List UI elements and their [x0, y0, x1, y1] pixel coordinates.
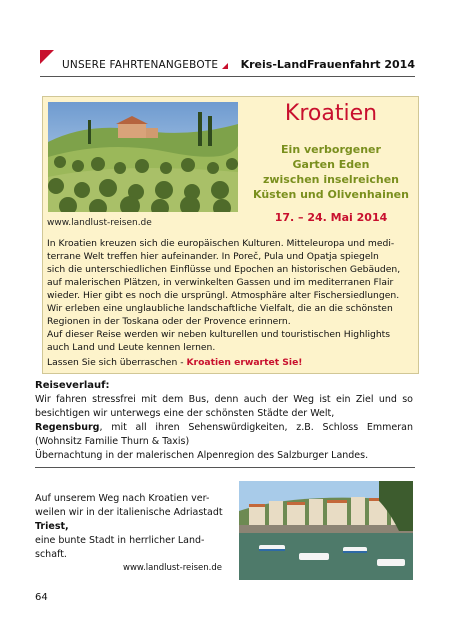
corner-triangle-decoration: [40, 50, 54, 64]
itinerary-p3: Übernachtung in der malerischen Alpenregion des Salzburger Landes.: [35, 450, 369, 461]
closing-highlight: Kroatien erwartet Sie!: [186, 357, 303, 368]
section-header-label: UNSERE FAHRTENANGEBOTE: [62, 59, 219, 71]
section-divider: [35, 467, 415, 468]
feature-closing: [47, 356, 415, 369]
page-header-title: Kreis-LandFrauenfahrt 2014: [240, 58, 415, 71]
feature-description: In Kroatien kreuzen sich die europäischen Kulturen. Mitteleuropa und medi- terrane Welt treffen hier aufeinander. In Poreč, Pula und Opatja spiegeln sich die unterschiedlichen Einflüsse und Epochen an historischen Gebäuden, auf malerischen Plätzen, in verwinkelten Gassen und im mediterranen Flair wieder. Hier gibt es noch die ursprüngl. Atmosphäre alter Fischersiedlungen. Wir erleben eine unglaubliche landschaftliche Vielfalt, die an die schönsten Regionen in der Toskana oder der Provence erinnern. Auf dieser Reise werden wir neben kulturellen und touristischen Highlights auch Land und Leute kennen lernen.: [47, 238, 401, 353]
feature-title: Kroatien: [284, 101, 378, 126]
trieste-text: [35, 492, 235, 562]
trip-date: 17. – 24. Mai 2014: [274, 211, 388, 224]
itinerary-p1: Wir fahren stressfrei mit dem Bus, denn auch der Weg ist ein Ziel und so besichtigen wir unterwegs eine der schönsten Städte der Welt,: [35, 394, 413, 419]
feature-subtitle: Ein verborgener Garten Eden zwischen inselreichen Küsten und Olivenhainen: [253, 143, 409, 201]
itinerary-text: [35, 393, 413, 463]
itinerary-p2: , mit all ihren Sehenswürdigkeiten, z.B. Schloss Emmeran (Wohnsitz Familie Thurn & Taxis): [35, 422, 413, 447]
trieste-p2: eine bunte Stadt in herrlicher Land-schaft.: [35, 535, 205, 560]
photo-credit: www.landlust-reisen.de: [47, 218, 152, 228]
triangle-icon: [222, 63, 228, 69]
header-divider: [40, 76, 415, 77]
itinerary-heading: Reiseverlauf:: [35, 380, 110, 391]
itinerary-city: Regensburg: [35, 422, 100, 433]
page-number: 64: [35, 592, 48, 603]
harbor-photo: [239, 481, 413, 580]
section-header: [62, 59, 228, 71]
closing-text: Lassen Sie sich überraschen -: [47, 357, 187, 368]
trieste-city: Triest,: [35, 521, 69, 532]
feature-box: [42, 96, 419, 374]
photo-credit-bottom: www.landlust-reisen.de: [123, 563, 222, 573]
olive-grove-photo: [48, 102, 238, 212]
trieste-p1: Auf unserem Weg nach Kroatien ver-weilen wir in der italienische Adriastadt: [35, 493, 223, 518]
